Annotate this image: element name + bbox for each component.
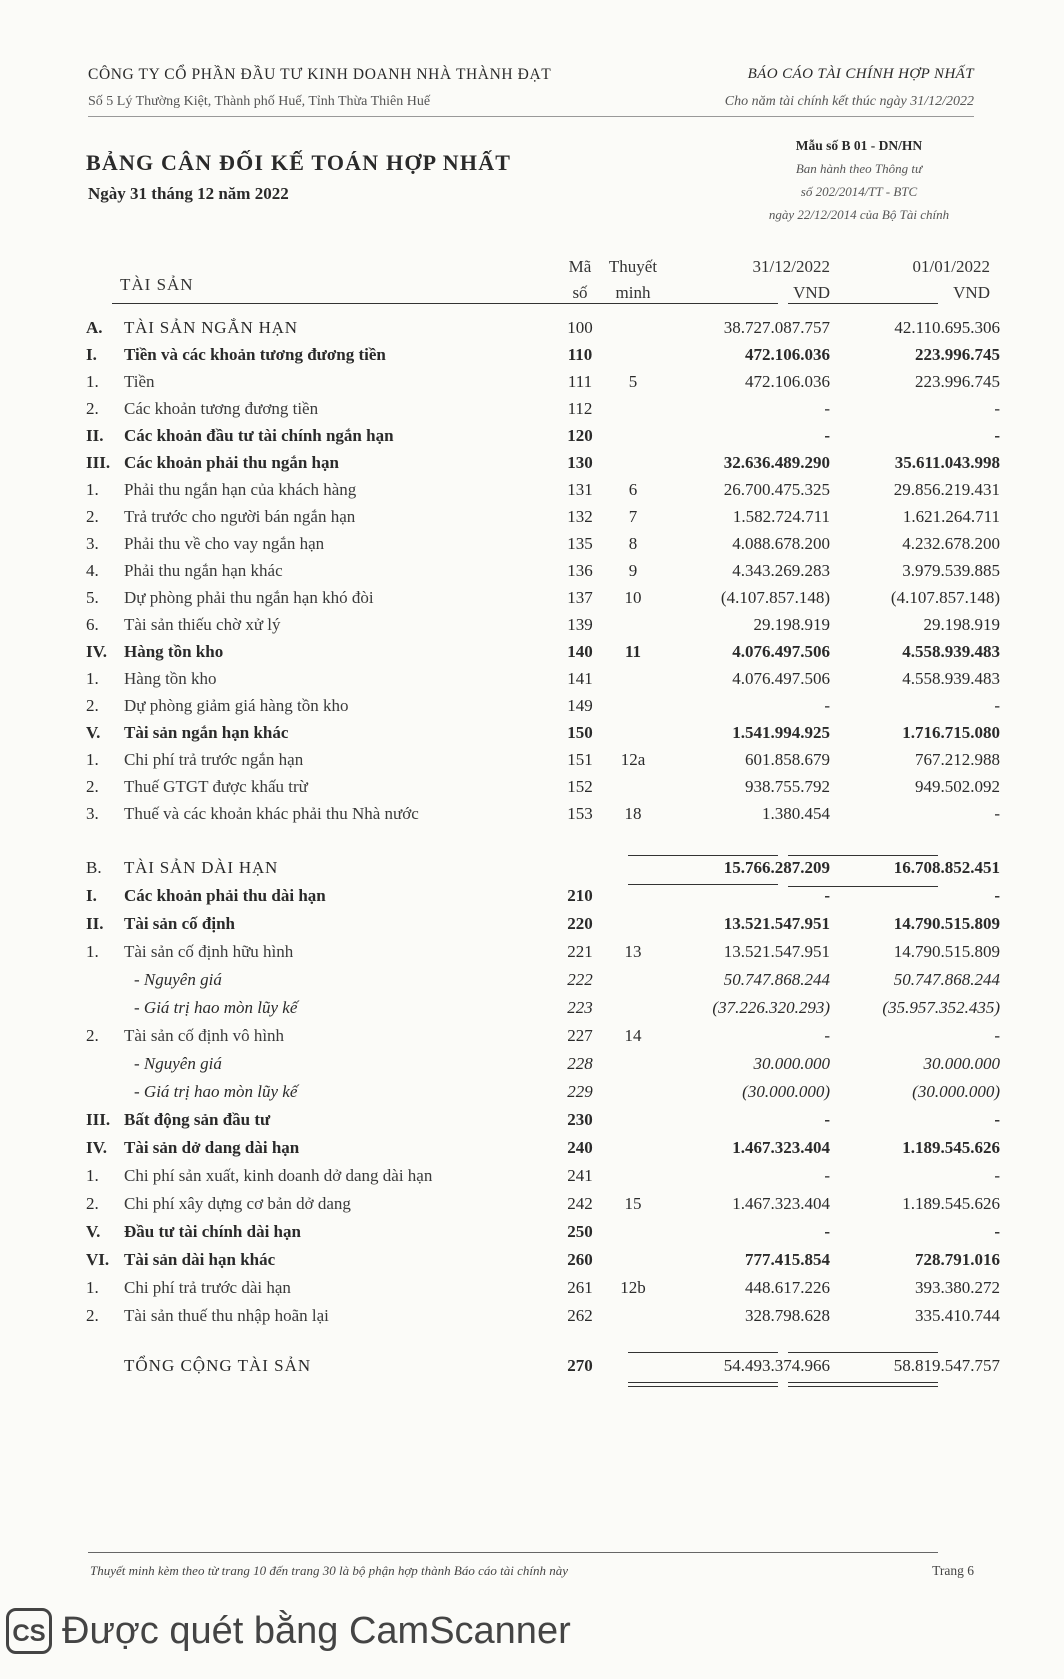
table-row-total <box>0 1356 1064 1384</box>
col-header-code-line2: số <box>572 283 588 302</box>
row-label: - Nguyên giá <box>134 1054 222 1073</box>
row-label: TÀI SẢN NGẮN HẠN <box>124 318 298 337</box>
camscanner-text: Được quét bằng CamScanner <box>62 1609 571 1652</box>
row-value-2022-end: 472.106.036 <box>745 372 830 391</box>
row-value-2022-start: - <box>994 426 1000 445</box>
header-rule-v2 <box>788 303 938 304</box>
form-code: Mẫu số B 01 - DN/HN <box>795 138 923 153</box>
row-label: Hàng tồn kho <box>124 642 224 661</box>
row-code: 221 <box>567 942 593 961</box>
row-label: Tài sản dở dang dài hạn <box>124 1138 300 1157</box>
header-divider <box>88 116 974 117</box>
table-row <box>0 1138 1064 1166</box>
total-double-rule-1a <box>628 1382 778 1383</box>
table-row <box>0 534 1064 562</box>
row-label: Tài sản cố định vô hình <box>124 1026 285 1045</box>
row-label: Dự phòng phải thu ngắn hạn khó đòi <box>124 588 374 607</box>
row-value-2022-end: 29.198.919 <box>753 615 830 634</box>
header-rule-left <box>112 303 660 304</box>
row-code: 137 <box>567 588 593 607</box>
row-value-2022-start: 4.232.678.200 <box>902 534 1000 553</box>
table-row <box>0 642 1064 670</box>
row-value-2022-start: 393.380.272 <box>915 1278 1000 1297</box>
table-row <box>0 1082 1064 1110</box>
table-row <box>0 858 1064 886</box>
table-row <box>0 345 1064 373</box>
table-row <box>0 507 1064 535</box>
table-row <box>0 426 1064 454</box>
row-label: - Nguyên giá <box>134 970 222 989</box>
table-row <box>0 696 1064 724</box>
row-value-2022-end: 32.636.489.290 <box>723 453 830 472</box>
row-value-2022-start: 30.000.000 <box>923 1054 1000 1073</box>
row-code: 153 <box>567 804 593 823</box>
form-line-1: Ban hành theo Thông tư <box>795 161 923 176</box>
row-value-2022-start: 1.716.715.080 <box>902 723 1000 742</box>
row-code: 262 <box>567 1306 593 1325</box>
row-label: Tài sản thuế thu nhập hoãn lại <box>124 1306 329 1325</box>
row-value-2022-end: 4.343.269.283 <box>732 561 830 580</box>
row-value-2022-start: 949.502.092 <box>915 777 1000 796</box>
row-number: III. <box>86 1110 111 1129</box>
row-label: TỔNG CỘNG TÀI SẢN <box>124 1356 312 1375</box>
section-b-underline-v1 <box>628 884 778 885</box>
row-code: 242 <box>567 1194 593 1213</box>
row-value-2022-start: 1.621.264.711 <box>902 507 1000 526</box>
section-b-rule-v1 <box>628 855 778 856</box>
row-number: 1. <box>86 750 99 769</box>
camscanner-logo-icon: CS <box>6 1608 52 1654</box>
row-value-2022-end: - <box>824 1110 830 1129</box>
row-label: Dự phòng giảm giá hàng tồn kho <box>124 696 349 715</box>
row-code: 149 <box>567 696 593 715</box>
row-value-2022-end: 4.076.497.506 <box>732 669 830 688</box>
row-number: 2. <box>86 696 99 715</box>
table-row <box>0 1054 1064 1082</box>
col-header-note-line2: minh <box>615 283 651 302</box>
row-value-2022-end: (30.000.000) <box>742 1082 830 1101</box>
row-value-2022-end: - <box>824 1222 830 1241</box>
row-value-2022-start: 223.996.745 <box>915 345 1000 364</box>
row-value-2022-start: 1.189.545.626 <box>902 1138 1000 1157</box>
report-name: BÁO CÁO TÀI CHÍNH HỢP NHẤT <box>747 66 974 82</box>
row-number: V. <box>86 1222 101 1241</box>
row-code: 222 <box>567 970 593 989</box>
row-number: 1. <box>86 372 99 391</box>
row-value-2022-end: 26.700.475.325 <box>723 480 830 499</box>
col-header-note <box>598 254 668 306</box>
row-value-2022-end: 50.747.868.244 <box>723 970 830 989</box>
row-number: II. <box>86 914 104 933</box>
row-label: Phải thu ngắn hạn của khách hàng <box>124 480 357 499</box>
row-label: TÀI SẢN DÀI HẠN <box>124 858 279 877</box>
row-value-2022-end: 328.798.628 <box>745 1306 830 1325</box>
page-title: BẢNG CÂN ĐỐI KẾ TOÁN HỢP NHẤT <box>86 150 512 175</box>
row-number: 1. <box>86 942 99 961</box>
row-value-2022-start: - <box>994 804 1000 823</box>
row-label: Tài sản dài hạn khác <box>124 1250 276 1269</box>
col-header-y1-line1: 31/12/2022 <box>752 257 830 276</box>
row-value-2022-start: - <box>994 399 1000 418</box>
row-code: 229 <box>567 1082 593 1101</box>
row-value-2022-start: 50.747.868.244 <box>893 970 1000 989</box>
row-label: Phải thu về cho vay ngắn hạn <box>124 534 325 553</box>
row-value-2022-end: (37.226.320.293) <box>712 998 830 1017</box>
row-number: IV. <box>86 1138 107 1157</box>
form-reference <box>744 134 974 226</box>
row-value-2022-end: 13.521.547.951 <box>723 914 830 933</box>
table-row <box>0 804 1064 832</box>
row-number: 1. <box>86 480 99 499</box>
row-label: Thuế và các khoản khác phải thu Nhà nước <box>124 804 419 823</box>
row-code: 150 <box>567 723 593 742</box>
table-row <box>0 588 1064 616</box>
row-label: Chi phí trả trước ngắn hạn <box>124 750 304 769</box>
total-rule-v2 <box>788 1352 938 1353</box>
row-code: 140 <box>567 642 593 661</box>
row-value-2022-start: 4.558.939.483 <box>902 669 1000 688</box>
row-label: Tài sản ngắn hạn khác <box>124 723 289 742</box>
row-number: 2. <box>86 399 99 418</box>
row-code: 111 <box>567 372 593 391</box>
row-value-2022-start: - <box>994 696 1000 715</box>
row-label: Tiền <box>124 372 155 391</box>
row-code: 120 <box>567 426 593 445</box>
row-label: Thuế GTGT được khấu trừ <box>124 777 308 796</box>
row-label: Tiền và các khoản tương đương tiền <box>124 345 386 364</box>
table-row <box>0 1278 1064 1306</box>
row-code: 230 <box>567 1110 593 1129</box>
row-label: Chi phí trả trước dài hạn <box>124 1278 291 1297</box>
total-double-rule-2a <box>788 1382 938 1383</box>
table-row <box>0 318 1064 346</box>
row-label: Các khoản đầu tư tài chính ngắn hạn <box>124 426 394 445</box>
col-header-year-start <box>850 254 990 306</box>
row-number: 5. <box>86 588 99 607</box>
row-code: 131 <box>567 480 593 499</box>
row-label: Chi phí sản xuất, kinh doanh dở dang dài hạn <box>124 1166 433 1185</box>
report-period: Cho năm tài chính kết thúc ngày 31/12/2022 <box>724 94 974 109</box>
form-line-2: số 202/2014/TT - BTC <box>800 184 918 199</box>
row-note: 14 <box>624 1026 642 1045</box>
table-row <box>0 1026 1064 1054</box>
row-label: - Giá trị hao mòn lũy kế <box>134 998 298 1017</box>
row-code: 228 <box>567 1054 593 1073</box>
row-value-2022-start: - <box>994 1110 1000 1129</box>
row-value-2022-start: 335.410.744 <box>915 1306 1000 1325</box>
row-note: 5 <box>628 372 638 391</box>
row-code: 260 <box>567 1250 593 1269</box>
row-value-2022-end: - <box>824 1166 830 1185</box>
row-value-2022-end: 1.467.323.404 <box>732 1138 830 1157</box>
table-row <box>0 561 1064 589</box>
row-value-2022-start: (35.957.352.435) <box>882 998 1000 1017</box>
row-label: Hàng tồn kho <box>124 669 217 688</box>
col-header-year-end <box>680 254 830 306</box>
row-label: Tài sản cố định <box>124 914 236 933</box>
table-row <box>0 1194 1064 1222</box>
row-code: 250 <box>567 1222 593 1241</box>
row-value-2022-start: 14.790.515.809 <box>893 942 1000 961</box>
row-value-2022-start: 29.856.219.431 <box>893 480 1000 499</box>
table-row <box>0 723 1064 751</box>
table-row <box>0 480 1064 508</box>
row-value-2022-end: - <box>824 886 830 905</box>
section-b-rule-v2 <box>788 855 938 856</box>
camscanner-watermark <box>6 1608 571 1654</box>
total-rule-v1 <box>628 1352 778 1353</box>
row-value-2022-end: 30.000.000 <box>753 1054 830 1073</box>
table-row <box>0 1306 1064 1334</box>
row-note: 8 <box>628 534 638 553</box>
total-double-rule-1b <box>628 1386 778 1387</box>
row-value-2022-end: 54.493.374.966 <box>723 1356 830 1375</box>
header-rule-v1 <box>628 303 778 304</box>
col-header-y1-line2: VND <box>793 283 830 302</box>
row-number: 4. <box>86 561 99 580</box>
row-value-2022-end: 601.858.679 <box>745 750 830 769</box>
row-note: 9 <box>628 561 638 580</box>
row-number: 3. <box>86 804 99 823</box>
row-code: 261 <box>567 1278 593 1297</box>
row-value-2022-start: 14.790.515.809 <box>893 914 1000 933</box>
row-code: 110 <box>567 345 593 364</box>
col-header-y2-line2: VND <box>953 283 990 302</box>
row-number: II. <box>86 426 104 445</box>
page-subtitle: Ngày 31 tháng 12 năm 2022 <box>88 184 289 203</box>
table-row <box>0 1166 1064 1194</box>
row-note: 15 <box>624 1194 642 1213</box>
row-code: 223 <box>567 998 593 1017</box>
table-row <box>0 914 1064 942</box>
row-note: 13 <box>624 942 642 961</box>
company-address: Số 5 Lý Thường Kiệt, Thành phố Huế, Tỉnh Thừa Thiên Huế <box>88 94 431 109</box>
table-row <box>0 1250 1064 1278</box>
row-label: Trả trước cho người bán ngắn hạn <box>124 507 356 526</box>
row-code: 136 <box>567 561 593 580</box>
row-value-2022-end: 1.467.323.404 <box>732 1194 830 1213</box>
row-code: 100 <box>567 318 593 337</box>
row-number: I. <box>86 886 97 905</box>
row-number: VI. <box>86 1250 110 1269</box>
row-number: 2. <box>86 1026 99 1045</box>
row-note: 11 <box>624 642 642 661</box>
table-row <box>0 750 1064 778</box>
row-number: 2. <box>86 1306 99 1325</box>
table-row <box>0 399 1064 427</box>
footer-note: Thuyết minh kèm theo từ trang 10 đến trang 30 là bộ phận hợp thành Báo cáo tài chính này <box>90 1563 569 1578</box>
table-row <box>0 615 1064 643</box>
row-note: 12a <box>620 750 646 769</box>
row-number: IV. <box>86 642 107 661</box>
col-header-note-line1: Thuyết <box>608 257 658 276</box>
row-value-2022-end: - <box>824 1026 830 1045</box>
table-row <box>0 372 1064 400</box>
table-row <box>0 1222 1064 1250</box>
row-code: 151 <box>567 750 593 769</box>
row-value-2022-start: 4.558.939.483 <box>902 642 1000 661</box>
row-number: 2. <box>86 1194 99 1213</box>
page-number: Trang 6 <box>932 1563 974 1578</box>
row-value-2022-end: - <box>824 696 830 715</box>
table-row <box>0 453 1064 481</box>
row-code: 152 <box>567 777 593 796</box>
table-row <box>0 777 1064 805</box>
row-code: 241 <box>567 1166 593 1185</box>
row-value-2022-start: 42.110.695.306 <box>894 318 1000 337</box>
row-number: 2. <box>86 777 99 796</box>
row-code: 139 <box>567 615 593 634</box>
row-value-2022-start: - <box>994 886 1000 905</box>
col-header-asset: TÀI SẢN <box>120 275 194 294</box>
row-label: Các khoản tương đương tiền <box>124 399 319 418</box>
table-row <box>0 970 1064 998</box>
row-label: Chi phí xây dựng cơ bản dở dang <box>124 1194 351 1213</box>
row-label: Các khoản phải thu dài hạn <box>124 886 326 905</box>
row-value-2022-end: 1.541.994.925 <box>732 723 830 742</box>
table-row <box>0 998 1064 1026</box>
row-value-2022-start: 1.189.545.626 <box>902 1194 1000 1213</box>
row-number: 1. <box>86 1278 99 1297</box>
row-label: Bất động sản đầu tư <box>124 1110 271 1129</box>
row-value-2022-start: 767.212.988 <box>915 750 1000 769</box>
row-value-2022-end: 1.582.724.711 <box>732 507 830 526</box>
table-row <box>0 942 1064 970</box>
row-value-2022-end: - <box>824 426 830 445</box>
row-value-2022-end: (4.107.857.148) <box>720 588 830 607</box>
row-value-2022-start: - <box>994 1026 1000 1045</box>
row-value-2022-end: 38.727.087.757 <box>723 318 830 337</box>
row-value-2022-end: 13.521.547.951 <box>723 942 830 961</box>
row-value-2022-start: 223.996.745 <box>915 372 1000 391</box>
row-label: - Giá trị hao mòn lũy kế <box>134 1082 298 1101</box>
table-row <box>0 669 1064 697</box>
row-number: I. <box>86 345 97 364</box>
row-number: 3. <box>86 534 99 553</box>
row-code: 240 <box>567 1138 593 1157</box>
row-number: B. <box>86 858 102 877</box>
row-value-2022-end: 777.415.854 <box>745 1250 830 1269</box>
row-code: 132 <box>567 507 593 526</box>
col-header-y2-line1: 01/01/2022 <box>912 257 990 276</box>
form-line-3: ngày 22/12/2014 của Bộ Tài chính <box>768 207 950 222</box>
row-value-2022-end: 472.106.036 <box>745 345 830 364</box>
row-number: III. <box>86 453 111 472</box>
row-code: 227 <box>567 1026 593 1045</box>
row-value-2022-start: - <box>994 1166 1000 1185</box>
row-code: 112 <box>567 399 593 418</box>
row-number: 1. <box>86 669 99 688</box>
row-value-2022-start: - <box>994 1222 1000 1241</box>
row-value-2022-end: 1.380.454 <box>762 804 830 823</box>
total-double-rule-2b <box>788 1386 938 1387</box>
row-code: 130 <box>567 453 593 472</box>
row-value-2022-end: 15.766.287.209 <box>723 858 830 877</box>
row-value-2022-start: 3.979.539.885 <box>902 561 1000 580</box>
row-code: 220 <box>567 914 593 933</box>
row-value-2022-start: 728.791.016 <box>915 1250 1000 1269</box>
row-value-2022-start: (4.107.857.148) <box>890 588 1000 607</box>
row-value-2022-start: (30.000.000) <box>912 1082 1000 1101</box>
row-label: Phải thu ngắn hạn khác <box>124 561 283 580</box>
row-number: A. <box>86 318 103 337</box>
row-code: 210 <box>567 886 593 905</box>
col-header-code-line1: Mã <box>568 257 592 276</box>
row-value-2022-end: 448.617.226 <box>745 1278 830 1297</box>
row-value-2022-start: 29.198.919 <box>923 615 1000 634</box>
row-value-2022-end: 4.088.678.200 <box>732 534 830 553</box>
row-number: 1. <box>86 1166 99 1185</box>
row-note: 7 <box>628 507 638 526</box>
row-label: Đầu tư tài chính dài hạn <box>124 1222 301 1241</box>
row-number: 2. <box>86 507 99 526</box>
row-note: 6 <box>628 480 638 499</box>
row-note: 12b <box>620 1278 646 1297</box>
table-row <box>0 1110 1064 1138</box>
row-value-2022-start: 35.611.043.998 <box>894 453 1000 472</box>
row-label: Tài sản thiếu chờ xử lý <box>124 615 281 634</box>
row-label: Các khoản phải thu ngắn hạn <box>124 453 339 472</box>
row-code: 141 <box>567 669 593 688</box>
row-value-2022-start: 58.819.547.757 <box>893 1356 1000 1375</box>
row-number: V. <box>86 723 101 742</box>
table-row <box>0 886 1064 914</box>
row-note: 18 <box>624 804 642 823</box>
row-code: 270 <box>567 1356 593 1375</box>
row-value-2022-end: 938.755.792 <box>745 777 830 796</box>
row-number: 6. <box>86 615 99 634</box>
row-code: 135 <box>567 534 593 553</box>
row-value-2022-end: - <box>824 399 830 418</box>
footer-divider <box>88 1552 938 1553</box>
row-value-2022-end: 4.076.497.506 <box>732 642 830 661</box>
row-value-2022-start: 16.708.852.451 <box>893 858 1000 877</box>
row-note: 10 <box>624 588 642 607</box>
row-label: Tài sản cố định hữu hình <box>124 942 294 961</box>
company-name: CÔNG TY CỔ PHẦN ĐẦU TƯ KINH DOANH NHÀ THÀNH ĐẠT <box>88 66 552 83</box>
